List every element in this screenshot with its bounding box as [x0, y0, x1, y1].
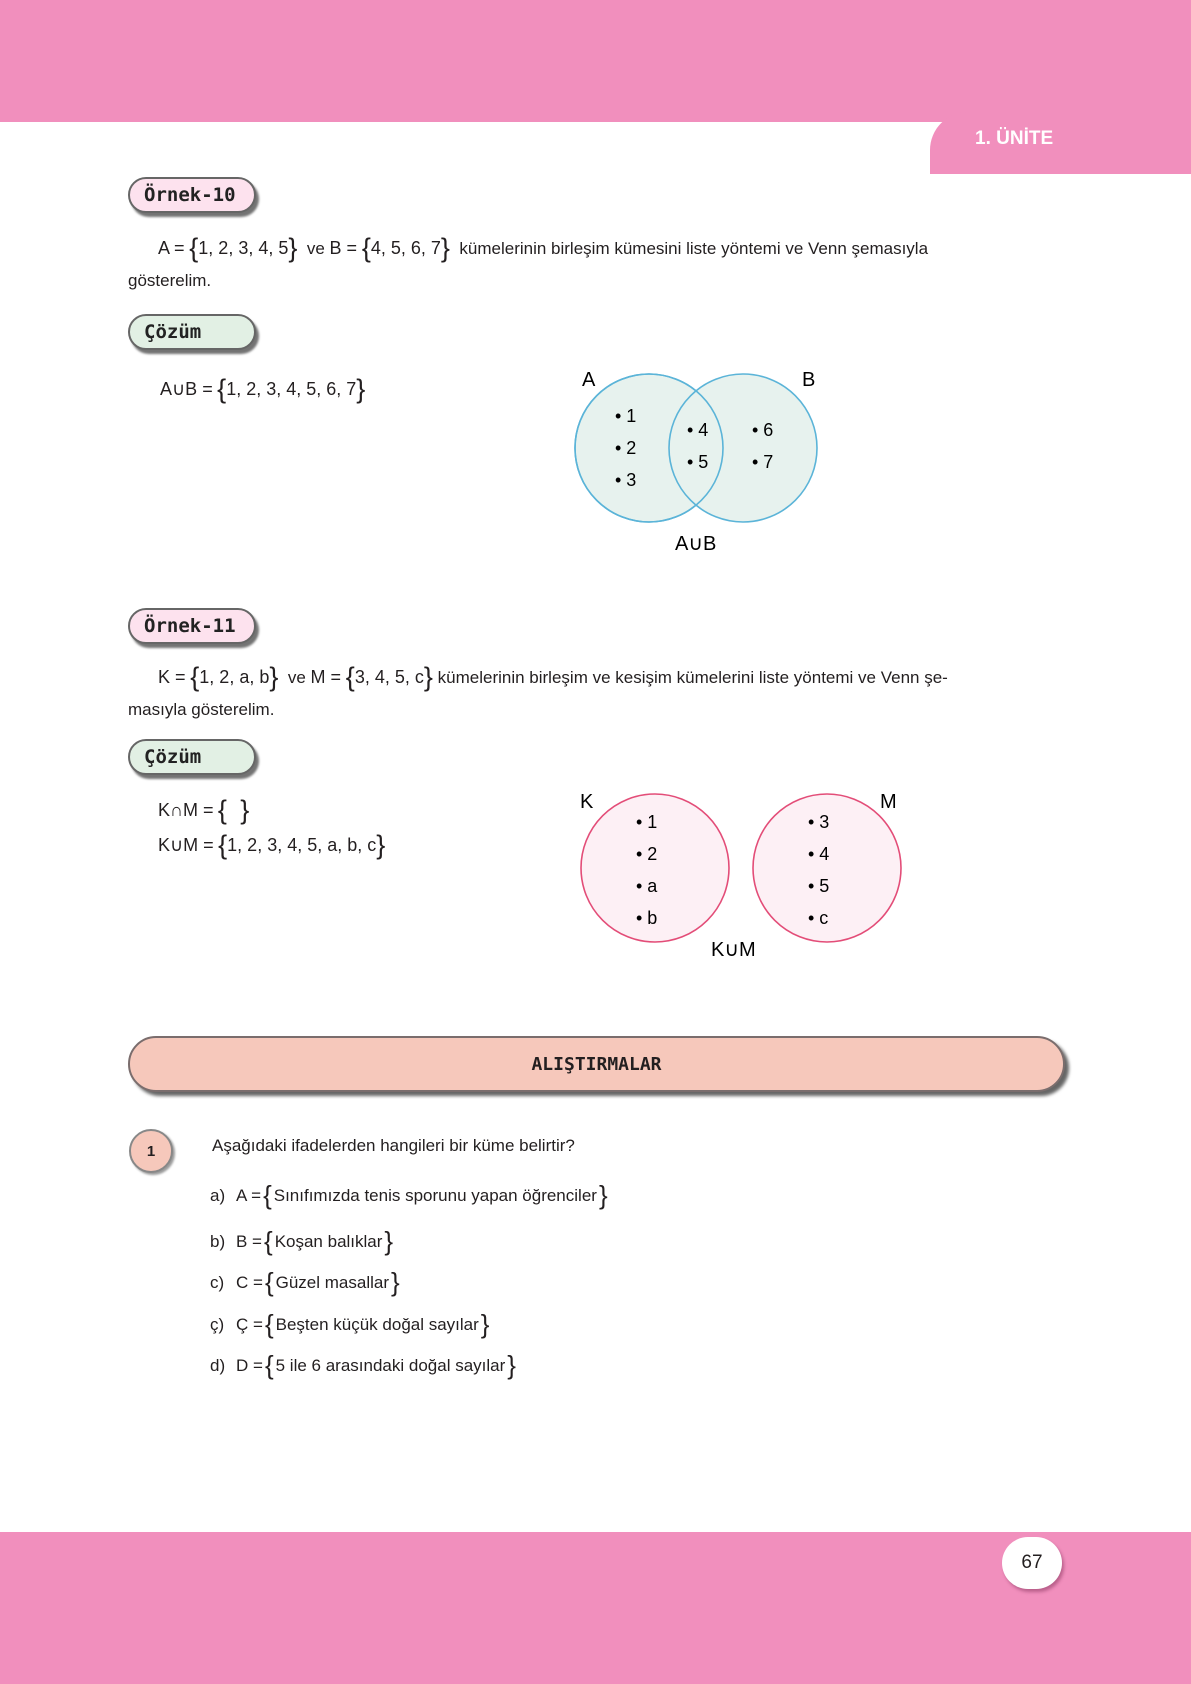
unit-label: 1. ÜNİTE [975, 128, 1054, 149]
union-result-11: K∪M = {1, 2, 3, 4, 5, a, b, c} [158, 830, 386, 860]
exercises-title: ALIŞTIRMALAR [531, 1053, 662, 1075]
page-number: 67 [1021, 1552, 1043, 1573]
venn-ab-elem: • 4 [687, 420, 709, 440]
venn-k-elem: • b [636, 908, 658, 928]
option-prefix: A = [236, 1185, 262, 1205]
venn-a-elem: • 3 [615, 470, 637, 490]
option-prefix: Ç = [236, 1314, 263, 1334]
venn-label-k: K [580, 791, 594, 813]
set-k-elements: 1, 2, a, b [199, 667, 270, 687]
statement-line1: kümelerinin birleşim kümesini liste yöntemi ve Venn şemasıyla [459, 239, 929, 258]
statement-line2: gösterelim. [128, 271, 212, 290]
example-11-label [128, 608, 256, 644]
exercises-banner [128, 1036, 1065, 1092]
union-result-10: A∪B = {1, 2, 3, 4, 5, 6, 7} [160, 374, 366, 404]
statement-line1: kümelerinin birleşim ve kesişim kümelerini liste yöntemi ve Venn şe- [437, 668, 948, 687]
example-11-label-text: Örnek-11 [144, 615, 236, 637]
option-letter: ç) [210, 1314, 225, 1334]
solution-label-11-text: Çözüm [144, 746, 202, 768]
venn-k-elem: • 2 [636, 844, 658, 864]
venn-ab-elem: • 5 [687, 452, 709, 472]
set-m-prefix: M = [310, 667, 342, 687]
circle-b [669, 374, 817, 522]
conjunction-ve: ve [287, 668, 306, 687]
page-number-badge [1002, 1537, 1062, 1589]
venn-b-elem: • 6 [752, 420, 774, 440]
option-prefix: D = [236, 1355, 263, 1375]
option-letter: c) [210, 1272, 225, 1292]
exercise-number: 1 [146, 1142, 156, 1160]
unit-tab [930, 112, 1191, 174]
exercise-option: ç) Ç = { Beşten küçük doğal sayılar } [210, 1309, 490, 1339]
venn-label-m: M [880, 791, 897, 813]
solution-label-10 [128, 314, 256, 350]
venn-m-elem: • 5 [808, 876, 830, 896]
option-content: Koşan balıklar [274, 1231, 383, 1251]
example-10-statement: A = {1, 2, 3, 4, 5} ve B = {4, 5, 6, 7} kümelerinin birleşim kümesini liste yöntemi ve Venn şemasıyla gösterelim. [128, 233, 929, 290]
venn-m-elem: • 4 [808, 844, 830, 864]
union-elements-10: 1, 2, 3, 4, 5, 6, 7 [226, 379, 357, 399]
set-a-prefix: A = [158, 238, 185, 258]
option-prefix: C = [236, 1272, 263, 1292]
exercise-option: d) D = { 5 ile 6 arasındaki doğal sayılar } [210, 1350, 516, 1380]
option-content: 5 ile 6 arasındaki doğal sayılar [275, 1355, 506, 1375]
option-letter: b) [210, 1231, 226, 1251]
example-10-label-text: Örnek-10 [144, 184, 236, 206]
exercise-option: c) C = { Güzel masallar } [210, 1267, 400, 1297]
venn-diagram-k-m [565, 784, 905, 964]
venn-a-elem: • 2 [615, 438, 637, 458]
option-letter: a) [210, 1185, 226, 1205]
venn-a-elem: • 1 [615, 406, 637, 426]
set-b-prefix: B = [329, 238, 358, 258]
example-10-label [128, 177, 256, 213]
header-band [0, 0, 1191, 122]
option-content: Güzel masallar [275, 1272, 389, 1292]
conjunction-ve: ve [306, 239, 325, 258]
option-content: Sınıfımızda tenis sporunu yapan öğrenciler [273, 1185, 597, 1205]
option-letter: d) [210, 1355, 226, 1375]
venn-label-a: A [582, 369, 596, 391]
exercise-option: a) A = { Sınıfımızda tenis sporunu yapan öğrenciler } [210, 1180, 608, 1210]
set-b-elements: 4, 5, 6, 7 [370, 238, 441, 258]
set-a-elements: 1, 2, 3, 4, 5 [198, 238, 289, 258]
venn-caption-10: A∪B [675, 533, 717, 555]
example-11-statement: K = {1, 2, a, b} ve M = {3, 4, 5, c} kümelerinin birleşim ve kesişim kümelerini liste yöntemi ve Venn şe- masıyla gösterelim. [128, 662, 948, 719]
exercise-question: Aşağıdaki ifadelerden hangileri bir küme belirtir? [212, 1136, 575, 1155]
union-prefix-11: K∪M = [158, 835, 214, 855]
set-m-elements: 3, 4, 5, c [354, 667, 424, 687]
option-prefix: B = [236, 1231, 262, 1251]
venn-b-elem: • 7 [752, 452, 774, 472]
venn-m-elem: • 3 [808, 812, 830, 832]
venn-k-elem: • a [636, 876, 658, 896]
venn-m-elem: • c [808, 908, 829, 928]
exercise-number-badge [129, 1129, 173, 1173]
venn-label-b: B [802, 369, 816, 391]
venn-diagram-a-b [560, 364, 850, 564]
set-k-prefix: K = [158, 667, 186, 687]
solution-label-11 [128, 739, 256, 775]
option-content: Beşten küçük doğal sayılar [275, 1314, 479, 1334]
union-elements-11: 1, 2, 3, 4, 5, a, b, c [227, 835, 377, 855]
union-prefix-10: A∪B = [160, 379, 213, 399]
venn-caption-11: K∪M [711, 939, 756, 961]
statement-line2: masıyla gösterelim. [128, 700, 275, 719]
intersection-result-11: K∩M = { } [158, 795, 250, 825]
exercise-option: b) B = { Koşan balıklar } [210, 1226, 394, 1256]
solution-label-10-text: Çözüm [144, 321, 202, 343]
intersection-prefix-11: K∩M = [158, 800, 214, 820]
venn-k-elem: • 1 [636, 812, 658, 832]
